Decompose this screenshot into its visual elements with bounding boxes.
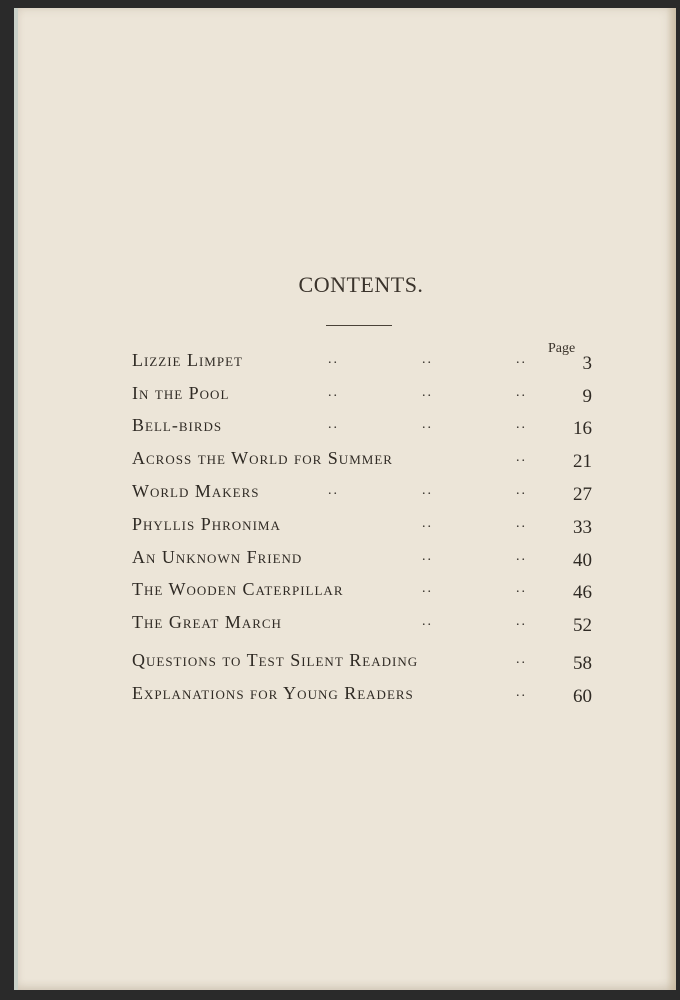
entry-title: Phyllis Phronima bbox=[132, 514, 281, 534]
toc-entry bbox=[132, 547, 592, 573]
leader-dots: .. bbox=[516, 417, 527, 432]
toc-entry bbox=[132, 481, 592, 507]
entry-page-number: 52 bbox=[573, 615, 592, 636]
entry-page-number: 58 bbox=[573, 653, 592, 674]
entry-page-number: 9 bbox=[582, 386, 592, 407]
leader-dots: .. bbox=[516, 352, 527, 367]
entry-page-number: 16 bbox=[573, 418, 592, 439]
leader-dots: .. bbox=[516, 652, 527, 667]
leader-dots: .. bbox=[516, 385, 527, 400]
book-page bbox=[14, 8, 676, 990]
toc-entry bbox=[132, 683, 592, 709]
page-column-label: Page bbox=[548, 341, 576, 356]
entry-page-number: 33 bbox=[573, 517, 592, 538]
toc-entry bbox=[132, 448, 592, 474]
title-rule bbox=[326, 325, 392, 326]
entry-page-number: 3 bbox=[582, 353, 592, 374]
leader-dots: .. bbox=[516, 685, 527, 700]
entry-page-number: 27 bbox=[573, 484, 592, 505]
leader-dots: .. bbox=[516, 549, 527, 564]
entry-title: In the Pool bbox=[132, 383, 230, 403]
entry-title: The Great March bbox=[132, 612, 282, 632]
entry-title: An Unknown Friend bbox=[132, 547, 303, 567]
leader-dots: .. bbox=[516, 614, 527, 629]
toc-entry bbox=[132, 650, 592, 676]
leader-dots: .. bbox=[516, 450, 527, 465]
leader-dots: .. bbox=[422, 352, 433, 367]
toc-entry bbox=[132, 612, 592, 638]
entry-page-number: 40 bbox=[573, 550, 592, 571]
entry-title: Across the World for Summer bbox=[132, 448, 393, 468]
leader-dots: .. bbox=[422, 417, 433, 432]
leader-dots: .. bbox=[422, 483, 433, 498]
leader-dots: .. bbox=[328, 483, 339, 498]
leader-dots: .. bbox=[422, 516, 433, 531]
leader-dots: .. bbox=[422, 549, 433, 564]
entry-page-number: 21 bbox=[573, 451, 592, 472]
leader-dots: .. bbox=[328, 417, 339, 432]
leader-dots: .. bbox=[422, 385, 433, 400]
toc-entry bbox=[132, 579, 592, 605]
toc-entry bbox=[132, 415, 592, 441]
toc-entry bbox=[132, 350, 592, 376]
leader-dots: .. bbox=[516, 516, 527, 531]
entry-title: World Makers bbox=[132, 481, 260, 501]
entry-title: Bell-birds bbox=[132, 415, 223, 435]
entry-title: The Wooden Caterpillar bbox=[132, 579, 344, 599]
toc-entry bbox=[132, 514, 592, 540]
leader-dots: .. bbox=[328, 352, 339, 367]
entry-page-number: 46 bbox=[573, 582, 592, 603]
entry-title: Lizzie Limpet bbox=[132, 350, 243, 370]
leader-dots: .. bbox=[422, 614, 433, 629]
entry-title: Questions to Test Silent Reading bbox=[132, 650, 419, 670]
leader-dots: .. bbox=[516, 483, 527, 498]
leader-dots: .. bbox=[328, 385, 339, 400]
entry-title: Explanations for Young Readers bbox=[132, 683, 414, 703]
toc-entry bbox=[132, 383, 592, 409]
entry-page-number: 60 bbox=[573, 686, 592, 707]
leader-dots: .. bbox=[422, 581, 433, 596]
page-title: CONTENTS. bbox=[298, 272, 424, 297]
leader-dots: .. bbox=[516, 581, 527, 596]
